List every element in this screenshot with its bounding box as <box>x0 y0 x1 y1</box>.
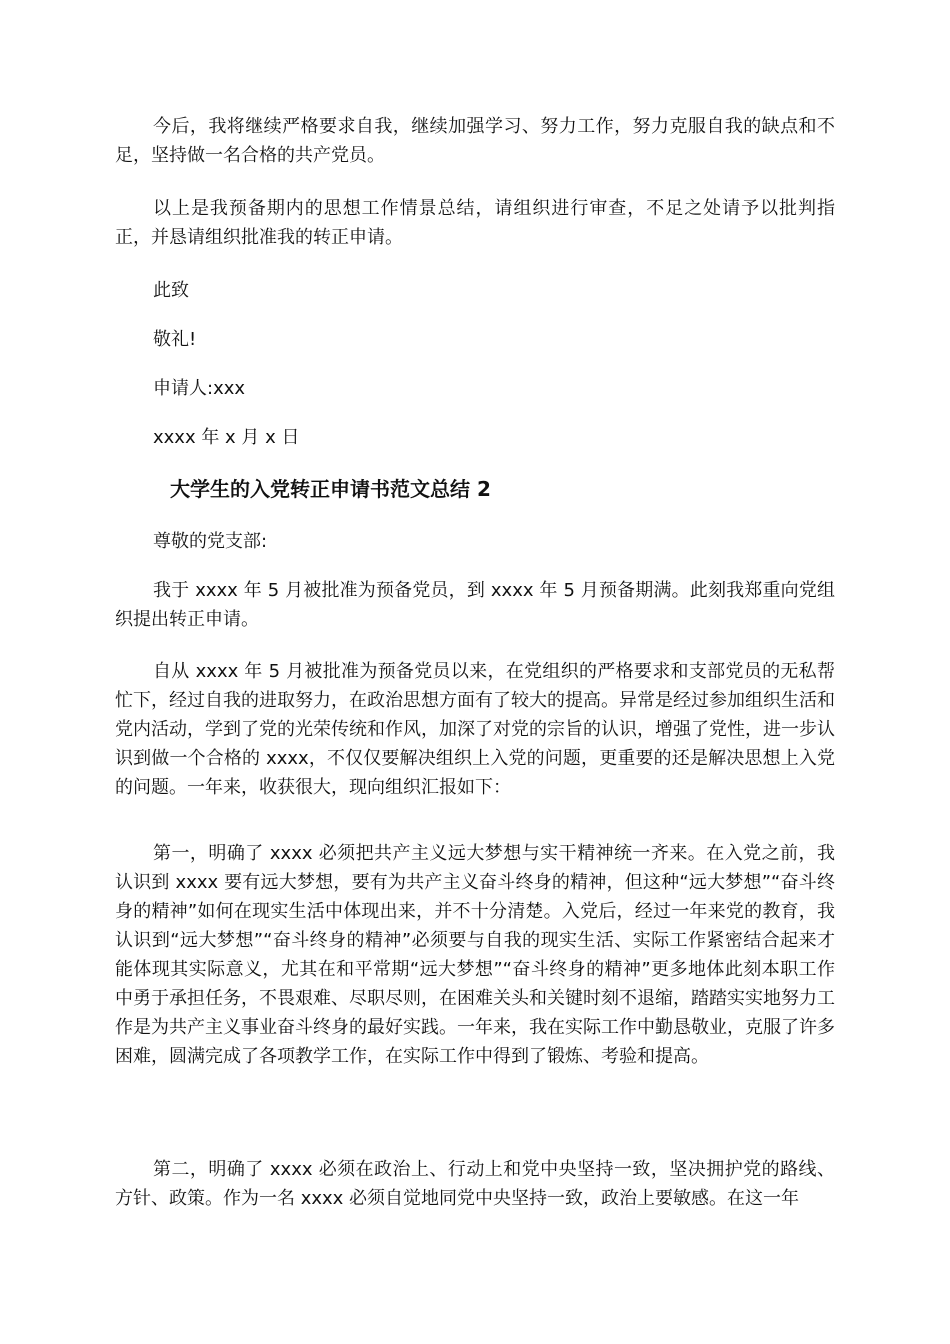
section-heading: 大学生的入党转正申请书范文总结 2 <box>170 477 491 501</box>
paragraph-progress: 自从 xxxx 年 5 月被批准为预备党员以来，在党组织的严格要求和支部党员的无私帮忙下，经过自我的进取努力，在政治思想方面有了较大的提高。异常是经过参加组织生活和党内活动，学到了党的光荣传统和作风，加深了对党的宗旨的认识，增强了党性，进一步认识到做一个合格的 xxxx，不仅仅要解决组织上入党的问题，更重要的还是解决思想上入党的问题。一年来，收获很大，现向组织汇报如下： <box>115 661 835 798</box>
signature-date: xxxx 年 x 月 x 日 <box>153 427 300 448</box>
applicant-signature: 申请人:xxx <box>153 378 246 399</box>
salutation: 尊敬的党支部: <box>153 531 268 552</box>
paragraph-review-request: 以上是我预备期内的思想工作情景总结，请组织进行审查，不足之处请予以批判指正，并恳请组织批准我的转正申请。 <box>115 198 835 248</box>
paragraph-application: 我于 xxxx 年 5 月被批准为预备党员，到 xxxx 年 5 月预备期满。此刻我郑重向党组织提出转正申请。 <box>115 580 835 630</box>
paragraph-self-improvement: 今后，我将继续严格要求自我，继续加强学习、努力工作，努力克服自我的缺点和不足，坚持做一名合格的共产党员。 <box>115 116 835 166</box>
closing-salute: 敬礼! <box>153 329 197 350</box>
closing-greeting: 此致 <box>153 280 189 301</box>
paragraph-first-point: 第一，明确了 xxxx 必须把共产主义远大梦想与实干精神统一齐来。在入党之前，我认识到 xxxx 要有远大梦想，要有为共产主义奋斗终身的精神，但这种“远大梦想”“奋斗终身的精神”如何在现实生活中体现出来，并不十分清楚。入党后，经过一年来党的教育，我认识到“远大梦想”“奋斗终身的精神”必须要与自我的现实生活、实际工作紧密结合起来才能体现其实际意义，尤其在和平常期“远大梦想”“奋斗终身的精神”更多地体此刻本职工作中勇于承担任务，不畏艰难、尽职尽则，在困难关头和关键时刻不退缩，踏踏实实地努力工作是为共产主义事业奋斗终身的最好实践。一年来，我在实际工作中勤恳敬业，克服了许多困难，圆满完成了各项教学工作，在实际工作中得到了锻炼、考验和提高。 <box>115 843 835 1067</box>
paragraph-second-point: 第二，明确了 xxxx 必须在政治上、行动上和党中央坚持一致，坚决拥护党的路线、方针、政策。作为一名 xxxx 必须自觉地同党中央坚持一致，政治上要敏感。在这一年 <box>115 1159 835 1209</box>
